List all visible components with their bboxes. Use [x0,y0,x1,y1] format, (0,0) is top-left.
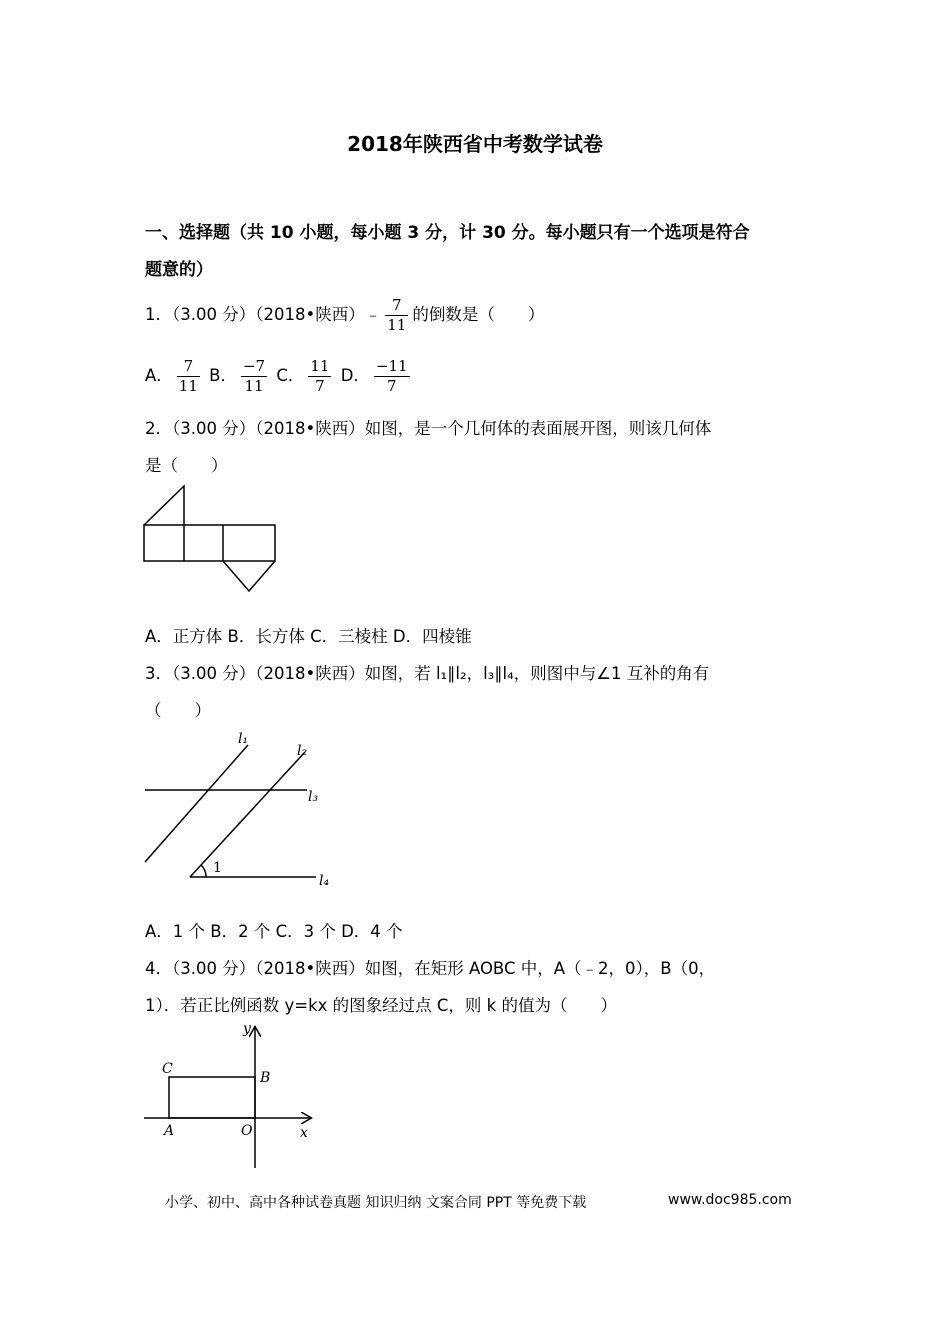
section-heading-line1: 一、选择题（共 10 小题，每小题 3 分，计 30 分。每小题只有一个选项是符合 [145,223,750,243]
option-a-label: A． [145,366,173,385]
label-l3: l₃ [308,789,319,805]
question-2-options: A．正方体 B．长方体 C．三棱柱 D．四棱锥 [145,627,472,646]
rectangle-aobc [169,1077,255,1118]
option-d-fraction [374,357,410,396]
question-1-fraction [385,296,408,335]
option-b-fraction [241,357,267,396]
fraction-denominator: 7 [386,377,397,395]
option-b-label: B． [209,366,237,385]
question-3-line1: 3．（3.00 分）（2018•陕西）如图，若 l₁∥l₂，l₃∥l₄，则图中与∠1 互补的角有 [145,664,710,683]
question-4-line2: 1）．若正比例函数 y=kx 的图象经过点 C，则 k 的值为（ ） [145,996,617,1015]
label-x: x [300,1125,308,1141]
section-heading-line2: 题意的） [145,260,213,280]
option-c-label: C． [276,366,305,385]
fraction-numerator: 7 [385,296,408,316]
fraction-denominator: 11 [244,377,264,395]
option-d-label: D． [340,366,370,385]
question-3-options: A．1 个 B．2 个 C．3 个 D．4 个 [145,922,403,941]
question-4-rectangle-figure [140,1020,320,1170]
question-2-net-figure [140,483,280,595]
question-3-lines-figure [140,725,340,895]
net-bottom-triangle [223,561,275,591]
option-c-fraction [308,357,331,396]
page-title: 2018年陕西省中考数学试卷 [347,132,603,156]
label-l4: l₄ [319,873,330,889]
fraction-numerator: 7 [177,357,200,377]
footer-text: 小学、初中、高中各种试卷真题 知识归纳 文案合同 PPT 等免费下载 [165,1195,587,1211]
question-1-options [145,354,414,398]
fraction-numerator: 11 [310,357,330,375]
label-b: B [260,1070,271,1086]
fraction-denominator: 11 [178,377,198,395]
fraction-denominator: 7 [315,377,325,395]
label-c: C [162,1061,173,1077]
option-a-fraction [177,357,200,396]
fraction-denominator: 11 [387,316,407,334]
line-l1 [145,745,248,862]
label-a: A [164,1123,175,1139]
label-o: O [241,1123,253,1139]
line-l2 [190,752,305,877]
question-1-suffix: 的倒数是（ ） [412,305,545,324]
label-l1: l₁ [238,731,249,747]
question-1 [145,293,544,337]
question-2-line1: 2．（3.00 分）（2018•陕西）如图，是一个几何体的表面展开图，则该几何体 [145,419,712,438]
net-top-triangle [144,486,184,525]
footer-url[interactable]: www.doc985.com [668,1192,792,1208]
question-2-line2: 是（ ） [145,456,228,475]
label-l2: l₂ [297,743,308,759]
fraction-numerator: −11 [375,357,408,375]
label-angle-1: 1 [213,860,222,876]
angle-1-arc [201,865,206,877]
net-rectangle-strip [144,525,275,561]
fraction-numerator: −7 [242,357,266,375]
question-4-line1: 4．（3.00 分）（2018•陕西）如图，在矩形 AOBC 中，A（﹣2，0），B（0， [145,959,716,978]
question-1-prefix: 1．（3.00 分）（2018•陕西）﹣ [145,305,382,324]
label-y: y [243,1021,251,1037]
question-3-line2: （ ） [145,701,211,720]
